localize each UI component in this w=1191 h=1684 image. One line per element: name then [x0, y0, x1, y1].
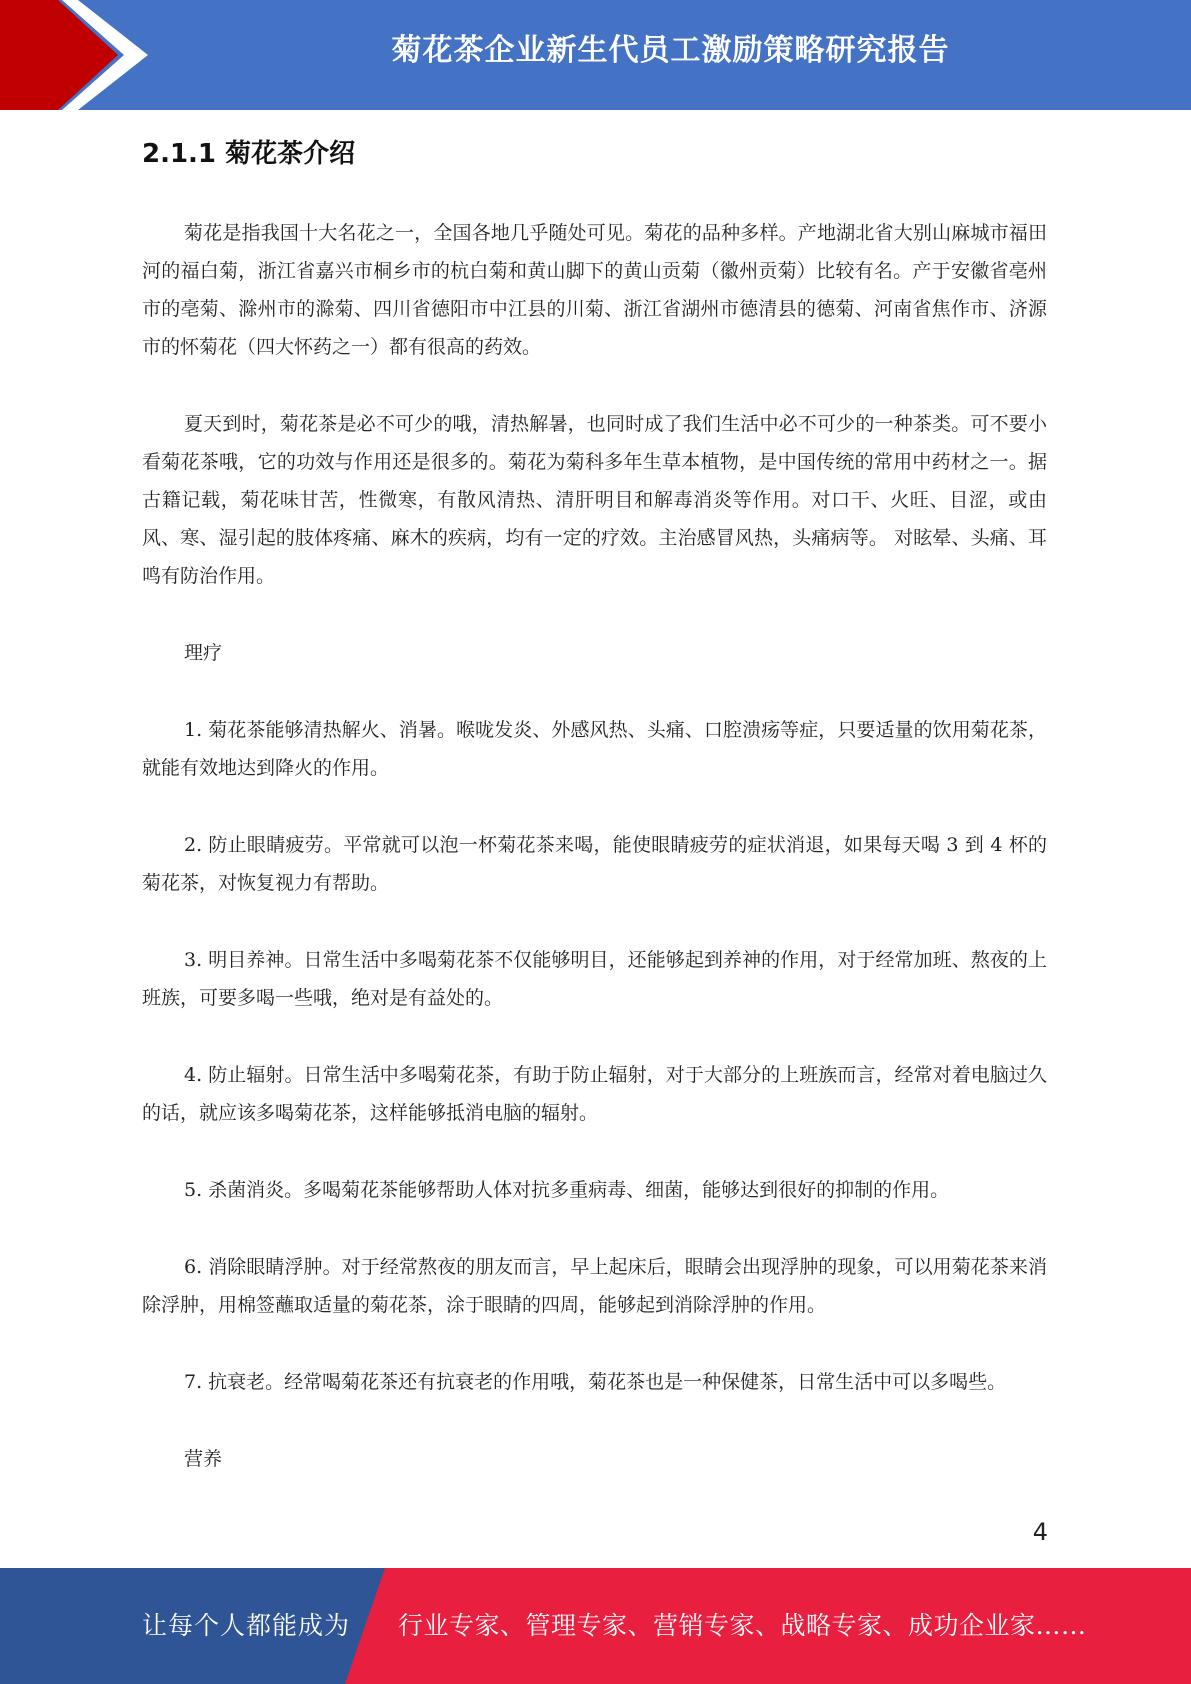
header-title: 菊花茶企业新生代员工激励策略研究报告	[391, 33, 950, 68]
list-item: 4. 防止辐射。日常生活中多喝菊花茶，有助于防止辐射，对于大部分的上班族而言，经常对着电脑过久的话，就应该多喝菊花茶，这样能够抵消电脑的辐射。	[142, 1064, 1047, 1124]
page-footer	[0, 1568, 1191, 1684]
paragraph-summer: 夏天到时，菊花茶是必不可少的哦，清热解暑，也同时成了我们生活中必不可少的一种茶类。可不要小看菊花茶哦，它的功效与作用还是很多的。菊花为菊科多年生草本植物，是中国传统的常用中药材之一。据古籍记载，菊花味甘苦，性微寒，有散风清热、清肝明目和解毒消炎等作用。对口干、火旺、目涩，或由风、寒、湿引起的肢体疼痛、麻木的疾病，均有一定的疗效。主治感冒风热，头痛病等。 对眩晕、头痛、耳鸣有防治作用。	[142, 413, 1047, 587]
list-item: 1. 菊花茶能够清热解火、消暑。喉咙发炎、外感风热、头痛、口腔溃疡等症，只要适量的饮用菊花茶，就能有效地达到降火的作用。	[142, 719, 1047, 779]
subheading-nutrition: 营养	[184, 1448, 223, 1470]
section-heading: 2.1.1 菊花茶介绍	[142, 139, 356, 169]
list-item: 7. 抗衰老。经常喝菊花茶还有抗衰老的作用哦，菊花茶也是一种保健茶，日常生活中可以多喝些。	[184, 1371, 1007, 1393]
header-arrow-decoration	[0, 0, 160, 110]
list-item: 6. 消除眼睛浮肿。对于经常熬夜的朋友而言，早上起床后，眼睛会出现浮肿的现象，可以用菊花茶来消除浮肿，用棉签蘸取适量的菊花茶，涂于眼睛的四周，能够起到消除浮肿的作用。	[142, 1256, 1047, 1316]
footer-slogan-left: 让每个人都能成为	[142, 1611, 351, 1640]
footer-slogan-right: 行业专家、管理专家、营销专家、战略专家、成功企业家……	[398, 1611, 1087, 1640]
list-item: 5. 杀菌消炎。多喝菊花茶能够帮助人体对抗多重病毒、细菌，能够达到很好的抑制的作用。	[184, 1179, 950, 1201]
list-item: 3. 明目养神。日常生活中多喝菊花茶不仅能够明目，还能够起到养神的作用，对于经常加班、熬夜的上班族，可要多喝一些哦，绝对是有益处的。	[142, 949, 1047, 1009]
paragraph-intro: 菊花是指我国十大名花之一，全国各地几乎随处可见。菊花的品种多样。产地湖北省大别山麻城市福田河的福白菊，浙江省嘉兴市桐乡市的杭白菊和黄山脚下的黄山贡菊（徽州贡菊）比较有名。产于安徽省亳州市的亳菊、滁州市的滁菊、四川省德阳市中江县的川菊、浙江省湖州市德清县的德菊、河南省焦作市、济源市的怀菊花（四大怀药之一）都有很高的药效。	[142, 222, 1047, 358]
page-number: 4	[1032, 1518, 1048, 1546]
list-item: 2. 防止眼睛疲劳。平常就可以泡一杯菊花茶来喝，能使眼睛疲劳的症状消退，如果每天喝 3 到 4 杯的菊花茶，对恢复视力有帮助。	[142, 834, 1047, 894]
document-body	[142, 120, 1047, 1478]
subheading-therapy: 理疗	[184, 642, 223, 664]
page-header	[0, 0, 1191, 110]
